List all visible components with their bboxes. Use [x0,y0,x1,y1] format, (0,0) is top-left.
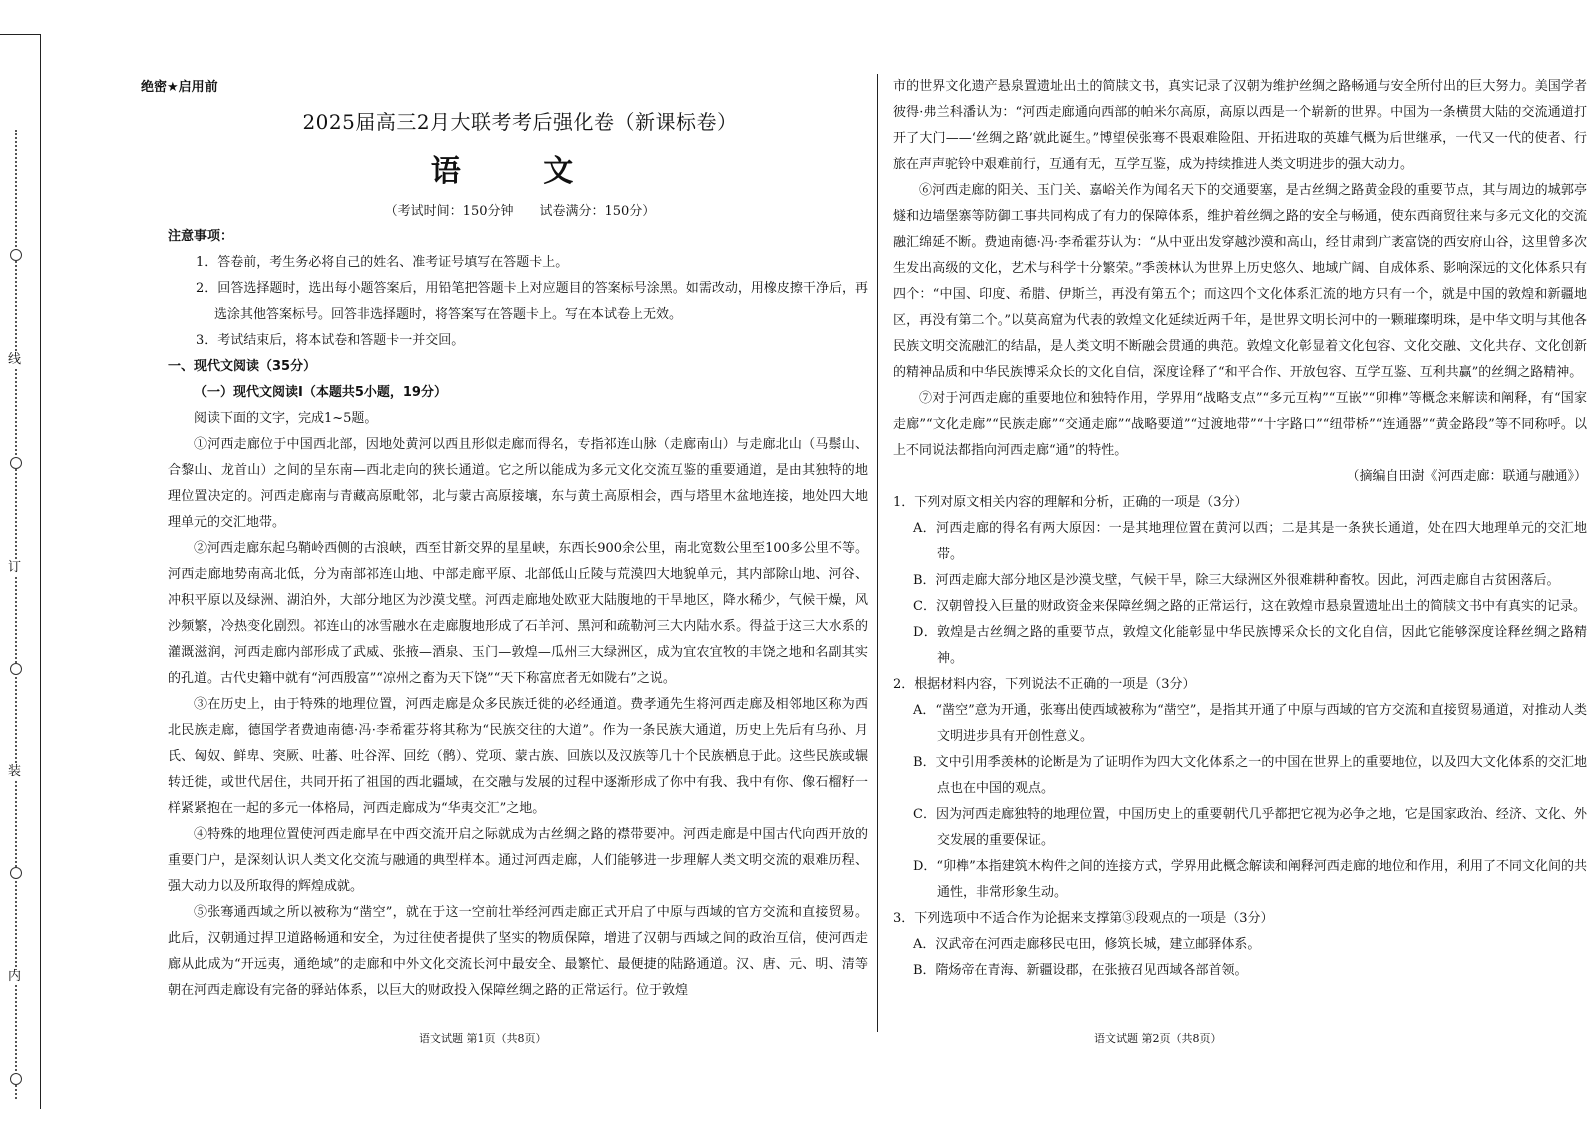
note-item: 2．回答选择题时，选出每小题答案后，用铅笔把答题卡上对应题目的答案标号涂黑。如需改动，用橡皮擦干净后，再选涂其他答案标号。回答非选择题时，将答案写在答题卡上。写在本试卷上无效。 [196,281,868,322]
article-paragraph: ①河西走廊位于中国西北部，因地处黄河以西且形似走廊而得名，专指祁连山脉（走廊南山）与走廊北山（马鬃山、合黎山、龙首山）之间的呈东南—西北走向的狭长通道。它之所以能成为多元文化交流互鉴的重要通道，是由其独特的地理位置决定的。河西走廊南与青藏高原毗邻，北与蒙古高原接壤，东与黄土高原相会，西与塔里木盆地连接，地处四大地理单元的交汇地带。 [168,437,868,530]
binding-dotted-line [15,130,17,1099]
binding-circle [10,249,22,261]
exam-info: （考试时间：150分钟 试卷满分：150分） [384,204,656,219]
binding-margin [0,34,41,1109]
binding-char-ding: 订 [8,560,22,575]
article-paragraph: ③在历史上，由于特殊的地理位置，河西走廊是众多民族迁徙的必经通道。费孝通先生将河西走廊及相邻地区称为西北民族走廊，德国学者费迪南德·冯·李希霍芬将其称为“民族交往的大道”。作为一条民族大通道，历史上先后有乌孙、月氏、匈奴、鲜卑、突厥、吐蕃、吐谷浑、回纥（鹘）、党项、蒙古族、回族以及汉族等几十个民族栖息于此。这些民族或辗转迁徙，或世代居住，共同开拓了祖国的西北疆域，在交融与发展的过程中逐渐形成了你中有我、我中有你、像石榴籽一样紧紧抱在一起的多元一体格局，河西走廊成为“华夷交汇”之地。 [168,697,868,816]
article-source: （摘编自田澍《河西走廊：联通与融通》） [1346,469,1587,484]
binding-char-xian: 线 [8,352,22,367]
subject-title: 语 文 [430,154,610,189]
page-divider [877,74,878,1032]
question-stem: 2．根据材料内容，下列说法不正确的一项是（3分） [893,677,1196,692]
section-title: 一、现代文阅读（35分） [168,359,317,374]
left-page [168,224,868,1004]
question-option: D．敦煌是古丝绸之路的重要节点，敦煌文化能彰显中华民族博采众长的文化自信，因此它能够深度诠释丝绸之路精神。 [913,625,1587,666]
binding-circle [10,457,22,469]
question-option: A．汉武帝在河西走廊移民屯田，修筑长城，建立邮驿体系。 [913,937,1261,952]
reading-instruction: 阅读下面的文字，完成1~5题。 [194,411,378,426]
exam-title: 2025届高三2月大联考考后强化卷（新课标卷） [302,110,738,134]
binding-char-nei: 内 [8,969,22,984]
question-option: B．河西走廊大部分地区是沙漠戈壁，气候干旱，除三大绿洲区外很难耕种畜牧。因此，河西走廊自古贫困落后。 [913,573,1560,588]
binding-circle [10,1073,22,1085]
page-footer-right: 语文试题 第2页（共8页） [1094,1032,1222,1045]
question-option: C．汉朝曾投入巨量的财政资金来保障丝绸之路的正常运行，这在敦煌市悬泉置遗址出土的简牍文书中有真实的记录。 [913,599,1586,614]
notes-title: 注意事项： [168,229,234,244]
question-option: A．河西走廊的得名有两大原因：一是其地理位置在黄河以西；二是其是一条狭长通道，处在四大地理单元的交汇地带。 [913,521,1587,562]
article-paragraph: ②河西走廊东起乌鞘岭西侧的古浪峡，西至甘新交界的星星峡，东西长900余公里，南北宽数公里至100多公里不等。河西走廊地势南高北低，分为南部祁连山地、中部走廊平原、北部低山丘陵与荒漠四大地貌单元，其内部除山地、河谷、冲积平原以及绿洲、湖泊外，大部分地区为沙漠戈壁。河西走廊地处欧亚大陆腹地的干旱地区，降水稀少，气候干燥，风沙频繁，冷热变化剧烈。祁连山的冰雪融水在走廊腹地形成了石羊河、黑河和疏勒河三大内陆水系。得益于这三大水系的灌溉滋润，河西走廊内部形成了武威、张掖—酒泉、玉门—敦煌—瓜州三大绿洲区，成为宜农宜牧的丰饶之地和名副其实的孔道。古代史籍中就有“河西殷富”“凉州之畜为天下饶”“天下称富庶者无如陇右”之说。 [168,541,868,686]
question-option: A．“凿空”意为开通，张骞出使西域被称为“凿空”，是指其开通了中原与西域的官方交流和直接贸易通道，对推动人类文明进步具有开创性意义。 [913,703,1587,744]
article-paragraph: ⑦对于河西走廊的重要地位和独特作用，学界用“战略支点”“多元互构”“互嵌”“卯榫”等概念来解读和阐释，有“国家走廊”“文化走廊”“民族走廊”“交通走廊”“战略要道”“过渡地带”“十字路口”“纽带桥”“连通器”“黄金路段”等不同称呼。以上不同说法都指向河西走廊“通”的特性。 [893,391,1587,458]
question-option: C．因为河西走廊独特的地理位置，中国历史上的重要朝代几乎都把它视为必争之地，它是国家政治、经济、文化、外交发展的重要保证。 [913,807,1587,848]
binding-char-zhuang: 装 [8,764,22,779]
article-paragraph: ⑤张骞通西域之所以被称为“凿空”，就在于这一空前壮举经河西走廊正式开启了中原与西域的官方交流和直接贸易。此后，汉朝通过捍卫道路畅通和安全，为过往使者提供了坚实的物质保障，增进了汉朝与西域之间的政治互信，使河西走廊从此成为“开远夷，通绝域”的走廊和中外文化交流长河中最安全、最繁忙、最便捷的陆路通道。汉、唐、元、明、清等朝在河西走廊设有完备的驿站体系，以巨大的财政投入保障丝绸之路的正常运行。位于敦煌 [168,905,868,998]
page-footer-left: 语文试题 第1页（共8页） [419,1032,547,1045]
question-option: B．隋炀帝在青海、新疆设郡，在张掖召见西域各部首领。 [913,963,1248,978]
question-option: B．文中引用季羡林的论断是为了证明作为四大文化体系之一的中国在世界上的重要地位，以及四大文化体系的交汇地点也在中国的观点。 [913,755,1587,796]
article-paragraph: 市的世界文化遗产悬泉置遗址出土的简牍文书，真实记录了汉朝为维护丝绸之路畅通与安全所付出的巨大努力。美国学者彼得·弗兰科潘认为：“河西走廊通向西部的帕米尔高原，高原以西是一个崭新的世界。中国为一条横贯大陆的交流通道打开了大门——‘丝绸之路’就此诞生。”博望侯张骞不畏艰难险阻、开拓进取的英雄气概为后世继承，一代又一代的使者、行旅在声声驼铃中艰难前行，互通有无，互学互鉴，成为持续推进人类文明进步的强大动力。 [893,79,1587,172]
article-paragraph: ⑥河西走廊的阳关、玉门关、嘉峪关作为闻名天下的交通要塞，是古丝绸之路黄金段的重要节点，其与周边的城郭亭燧和边墙堡寨等防御工事共同构成了有力的保障体系，维护着丝绸之路的安全与畅通，使东西商贸往来与多元文化的交流融汇绵延不断。费迪南德·冯·李希霍芬认为：“从中亚出发穿越沙漠和高山，经甘肃到广袤富饶的西安府山谷，这里曾多次生发出高级的文化，艺术与科学十分繁荣。”季羡林认为世界上历史悠久、地域广阔、自成体系、影响深远的文化体系只有四个：“中国、印度、希腊、伊斯兰，再没有第五个；而这四个文化体系汇流的地方只有一个，就是中国的敦煌和新疆地区，再没有第二个。”以莫高窟为代表的敦煌文化延续近两千年，是世界文明长河中的一颗璀璨明珠，是中华文明与其他各民族文明交流融汇的结晶，是人类文明不断融会贯通的典范。敦煌文化彰显着文化包容、文化交融、文化共存、文化创新的精神品质和中华民族博采众长的文化自信，深度诠释了“和平合作、开放包容、互学互鉴、互利共赢”的丝绸之路精神。 [893,183,1587,380]
question-stem: 1．下列对原文相关内容的理解和分析，正确的一项是（3分） [893,495,1248,510]
note-item: 3．考试结束后，将本试卷和答题卡一并交回。 [196,333,465,348]
binding-circle [10,867,22,879]
question-option: D．“卯榫”本指建筑木构件之间的连接方式，学界用此概念解读和阐释河西走廊的地位和作用，利用了不同文化间的共通性，非常形象生动。 [913,859,1587,900]
binding-circle [10,663,22,675]
note-item: 1．答卷前，考生务必将自己的姓名、准考证号填写在答题卡上。 [196,255,569,270]
subsection-title: （一）现代文阅读Ⅰ（本题共5小题，19分） [194,385,447,400]
article-paragraph: ④特殊的地理位置使河西走廊早在中西交流开启之际就成为古丝绸之路的襟带要冲。河西走廊是中国古代向西开放的重要门户，是深刻认识人类文化交流与融通的典型样本。通过河西走廊，人们能够进一步理解人类文明交流的艰难历程、强大动力以及所取得的辉煌成就。 [168,827,868,894]
question-stem: 3．下列选项中不适合作为论据来支撑第③段观点的一项是（3分） [893,911,1274,926]
confidential-label: 绝密★启用前 [141,80,218,95]
right-page [893,74,1587,984]
